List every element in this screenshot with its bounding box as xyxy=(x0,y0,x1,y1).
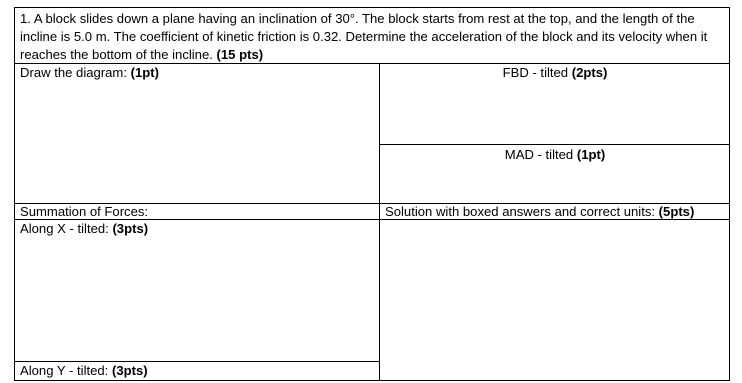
problem-points: (15 pts) xyxy=(216,47,264,62)
along-x-cell-label xyxy=(20,221,148,237)
along-y-points: (3pts) xyxy=(111,363,148,378)
solution-cell-label xyxy=(385,204,694,220)
mad-label: MAD - tilted xyxy=(504,147,574,162)
along-y-top-line xyxy=(15,361,379,362)
summation-label: Summation of Forces: xyxy=(20,204,149,219)
fbd-points: (2pts) xyxy=(571,65,608,80)
column-divider xyxy=(379,64,380,381)
diagram-points: (1pt) xyxy=(130,65,159,80)
problem-statement xyxy=(15,8,729,64)
fbd-cell-label xyxy=(380,65,730,81)
solution-points: (5pts) xyxy=(658,204,695,219)
along-x-points: (3pts) xyxy=(112,221,149,236)
along-x-label: Along X - tilted: xyxy=(20,221,109,236)
solution-label: Solution with boxed answers and correct units: xyxy=(385,204,656,219)
along-y-label: Along Y - tilted: xyxy=(20,363,109,378)
along-y-cell-label xyxy=(20,363,148,379)
worksheet-table xyxy=(14,7,730,381)
diagram-label: Draw the diagram: xyxy=(20,65,127,80)
summation-cell-label xyxy=(20,204,148,220)
mad-cell-label xyxy=(380,147,730,163)
fbd-mad-divider xyxy=(380,144,730,145)
problem-text: 1. A block slides down a plane having an inclination of 30°. The block starts from rest at the top, and the length of the incline is 5.0 m. The coefficient of kinetic friction is 0.32. Determine the acceleration of the block and its velocity when it reaches the bottom of the incline. xyxy=(20,11,708,62)
diagram-cell-label xyxy=(20,65,159,81)
fbd-label: FBD - tilted xyxy=(502,65,569,80)
mad-points: (1pt) xyxy=(576,147,606,162)
